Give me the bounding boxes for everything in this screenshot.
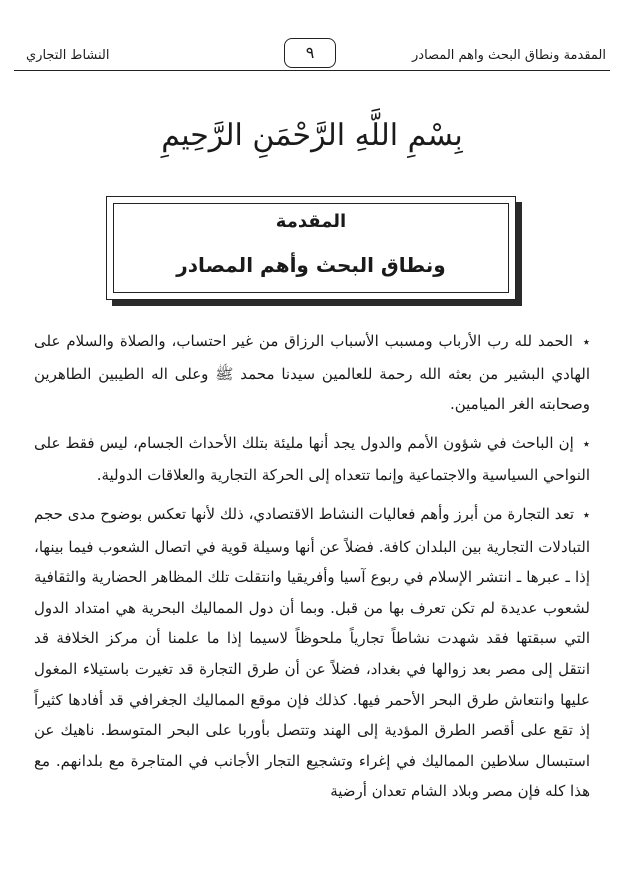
header-divider <box>14 70 610 71</box>
star-bullet-icon: ٭ <box>582 335 590 350</box>
star-bullet-icon: ٭ <box>582 507 590 523</box>
paragraph-text: إن الباحث في شؤون الأمم والدول يجد أنها مليئة بتلك الأحداث الجسام، ليس فقط على النواحي السياسية والاجتماعية وإنما تتعداه إلى الحركة التجارية والعلاقات الدولية. <box>34 433 590 485</box>
header-chapter-title: المقدمة ونطاق البحث واهم المصادر <box>412 48 606 63</box>
paragraph-text: تعد التجارة من أبرز وأهم فعاليات النشاط الاقتصادي، ذلك لأنها تعكس بوضوح مدى حجم التبادلات التجارية بين البلدان كافة. فضلاً عن أنها وسيلة قوية في اتصال الشعوب فيما بينها، إذا ـ عبرها ـ انتشر الإسلام في ربوع آسيا وأفريقيا وانتقلت تلك المظاهر الحضارية والثقافية لشعوب عديدة لم تكن تعرف بها من قبل. وبما أن دول المماليك البحرية هي امتداد الدول التي سبقتها فقد شهدت نشاطاً تجارياً ملحوظاً لاسيما إذا ما علمنا أن مركز الخلافة قد انتقل إلى مصر بعد زوالها في بغداد، فضلاً عن أن طرق التجارة قد تغيرت باستيلاء المغول عليها وانتعاش طرق البحر الأحمر فيها. كذلك فإن موقع المماليك الجغرافي قد أفادها كثيراً إذ تقع على أقصر الطرق المؤدية إلى الهند وتتصل بأوربا على البحر المتوسط. ناهيك عن استبسال سلاطين المماليك في إغراء وتشجيع التجار الأجانب في المتاجرة مع بلدانهم. مع هذا كله فإن مصر وبلاد الشام تعدان أرضية <box>34 504 590 801</box>
basmala: بِسْمِ اللَّهِ الرَّحْمَنِ الرَّحِيمِ <box>161 118 463 153</box>
header-section-title: النشاط التجاري <box>26 48 110 63</box>
chapter-subtitle: ونطاق البحث وأهم المصادر <box>176 253 446 277</box>
page-number: ٩ <box>284 38 336 68</box>
title-box <box>106 196 516 300</box>
paragraph-text: الحمد لله رب الأرباب ومسبب الأسباب الرزاق من غير احتساب، والصلاة والسلام على الهادي البشير من بعثه الله رحمة للعالمين سيدنا محمد ﷺ وعلى اله الطيبين الطاهرين وصحابته الغر الميامين. <box>34 332 590 414</box>
paragraph <box>34 326 590 420</box>
running-header <box>14 38 610 74</box>
star-bullet-icon: ٭ <box>582 436 590 452</box>
chapter-title: المقدمة <box>275 211 347 232</box>
body-text <box>34 326 590 815</box>
paragraph <box>34 428 590 491</box>
paragraph <box>34 499 590 807</box>
